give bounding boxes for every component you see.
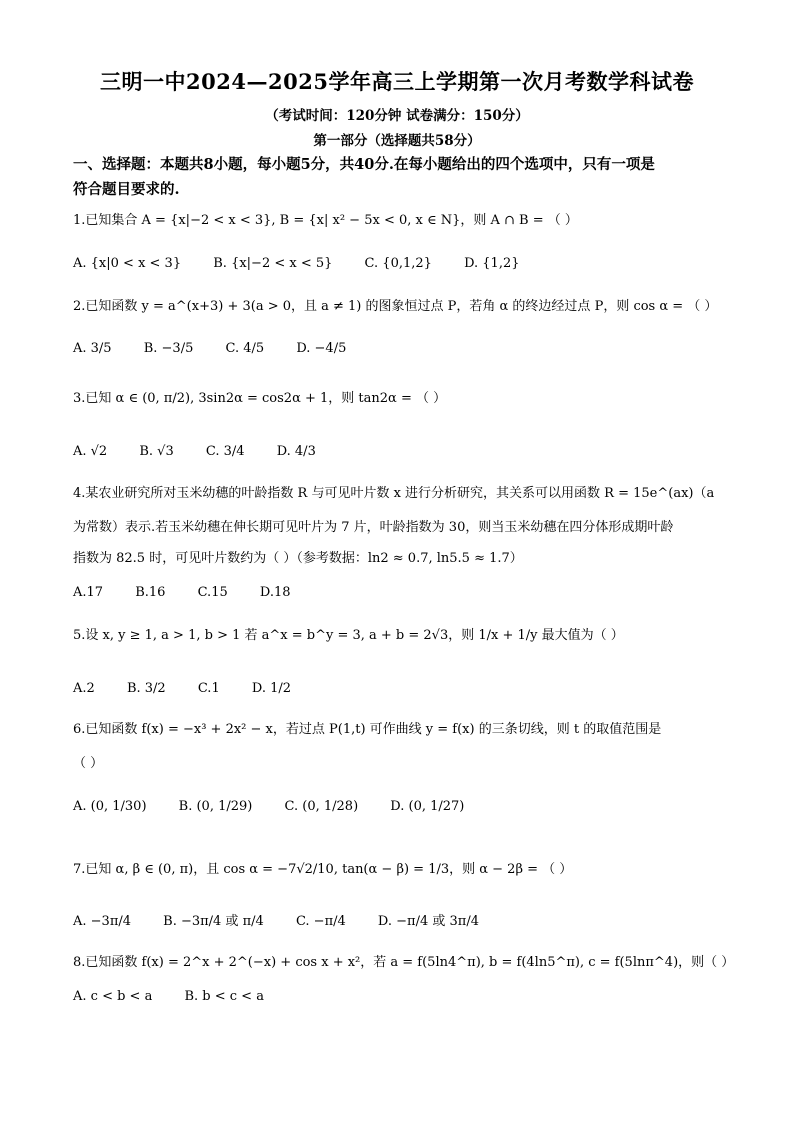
q6-option-b[interactable]: B. (0, 1/29) bbox=[178, 799, 253, 814]
q5-option-a[interactable]: A.2 bbox=[73, 681, 95, 696]
q5-option-c[interactable]: C.1 bbox=[197, 681, 220, 696]
section-heading bbox=[73, 152, 733, 202]
part-title: 第一部分（选择题共58分） bbox=[313, 133, 481, 149]
q4-option-d[interactable]: D.18 bbox=[259, 585, 291, 600]
q7-option-a[interactable]: A. −3π/4 bbox=[73, 914, 132, 929]
question-5-options bbox=[73, 680, 319, 698]
question-6-options bbox=[73, 798, 492, 816]
question-3-options bbox=[73, 443, 344, 461]
question-7-stem: 7.已知 α, β ∈ (0, π)，且 cos α = −7√2/10, tan(α − β) = 1/3，则 α − 2β = （ ） bbox=[73, 862, 573, 877]
q1-option-b[interactable]: B. {x|−2 < x < 5} bbox=[213, 256, 333, 271]
question-5-stem: 5.设 x, y ≥ 1, a > 1, b > 1 若 a^x = b^y = 3, a + b = 2√3，则 1/x + 1/y 最大值为（ ） bbox=[73, 628, 624, 643]
q8-option-a[interactable]: A. c < b < a bbox=[73, 989, 153, 1004]
question-3-stem: 3.已知 α ∈ (0, π/2), 3sin2α = cos2α + 1，则 tan2α = （ ） bbox=[73, 391, 447, 406]
q6-option-d[interactable]: D. (0, 1/27) bbox=[390, 799, 465, 814]
q3-option-d[interactable]: D. 4/3 bbox=[276, 444, 316, 459]
q3-option-c[interactable]: C. 3/4 bbox=[205, 444, 245, 459]
q1-option-d[interactable]: D. {1,2} bbox=[464, 256, 520, 271]
question-8-stem: 8.已知函数 f(x) = 2^x + 2^(−x) + cos x + x²，若 a = f(5ln4^π), b = f(4ln5^π), c = f(5lnπ^4)，则（ ） bbox=[73, 955, 735, 970]
question-1-options bbox=[73, 255, 548, 273]
section-heading-line2: 符合题目要求的. bbox=[73, 181, 180, 198]
q8-option-b[interactable]: B. b < c < a bbox=[184, 989, 264, 1004]
q4-option-a[interactable]: A.17 bbox=[73, 585, 104, 600]
section-heading-line1: 一、选择题：本题共8小题，每小题5分，共40分.在每小题给出的四个选项中，只有一项是 bbox=[73, 156, 655, 173]
q7-option-b[interactable]: B. −3π/4 或 π/4 bbox=[163, 914, 264, 929]
q4-option-b[interactable]: B.16 bbox=[135, 585, 166, 600]
question-4-options bbox=[73, 584, 319, 602]
q5-option-d[interactable]: D. 1/2 bbox=[251, 681, 292, 696]
q5-option-b[interactable]: B. 3/2 bbox=[126, 681, 166, 696]
q2-option-c[interactable]: C. 4/5 bbox=[225, 341, 265, 356]
q3-option-b[interactable]: B. √3 bbox=[139, 444, 174, 459]
q6-option-a[interactable]: A. (0, 1/30) bbox=[73, 799, 147, 814]
q1-option-a[interactable]: A. {x|0 < x < 3} bbox=[73, 256, 182, 271]
question-1-stem: 1.已知集合 A = {x|−2 < x < 3}, B = {x| x² − 5x < 0, x ∈ N}，则 A ∩ B = （ ） bbox=[73, 213, 578, 228]
question-6-line1: 6.已知函数 f(x) = −x³ + 2x² − x，若过点 P(1,t) 可作曲线 y = f(x) 的三条切线，则 t 的取值范围是 bbox=[73, 722, 662, 737]
question-2-options bbox=[73, 340, 374, 358]
question-2-stem: 2.已知函数 y = a^(x+3) + 3(a > 0，且 a ≠ 1) 的图象恒过点 P，若角 α 的终边经过点 P，则 cos α = （ ） bbox=[73, 299, 718, 314]
question-7-options bbox=[73, 913, 507, 931]
q2-option-a[interactable]: A. 3/5 bbox=[73, 341, 112, 356]
q2-option-b[interactable]: B. −3/5 bbox=[143, 341, 194, 356]
exam-title: 三明一中2024—2025学年高三上学期第一次月考数学科试卷 bbox=[100, 69, 694, 94]
question-4-line2: 为常数）表示.若玉米幼穗在伸长期可见叶片为 7 片，叶龄指数为 30，则当玉米幼穗在四分体形成期叶龄 bbox=[73, 520, 674, 535]
question-4-line3: 指数为 82.5 时，可见叶片数约为（ ）（参考数据：ln2 ≈ 0.7, ln5.5 ≈ 1.7） bbox=[73, 551, 523, 566]
exam-info: （考试时间：120分钟 试卷满分：150分） bbox=[265, 108, 529, 124]
q2-option-d[interactable]: D. −4/5 bbox=[296, 341, 347, 356]
q4-option-c[interactable]: C.15 bbox=[197, 585, 228, 600]
question-6-line2: （ ） bbox=[73, 756, 104, 771]
question-4-line1: 4.某农业研究所对玉米幼穗的叶龄指数 R 与可见叶片数 x 进行分析研究，其关系可以用函数 R = 15e^(ax)（a bbox=[73, 486, 715, 501]
q6-option-c[interactable]: C. (0, 1/28) bbox=[284, 799, 359, 814]
q3-option-a[interactable]: A. √2 bbox=[73, 444, 108, 459]
q7-option-c[interactable]: C. −π/4 bbox=[295, 914, 346, 929]
q7-option-d[interactable]: D. −π/4 或 3π/4 bbox=[377, 914, 479, 929]
question-8-options bbox=[73, 988, 292, 1006]
q1-option-c[interactable]: C. {0,1,2} bbox=[364, 256, 432, 271]
